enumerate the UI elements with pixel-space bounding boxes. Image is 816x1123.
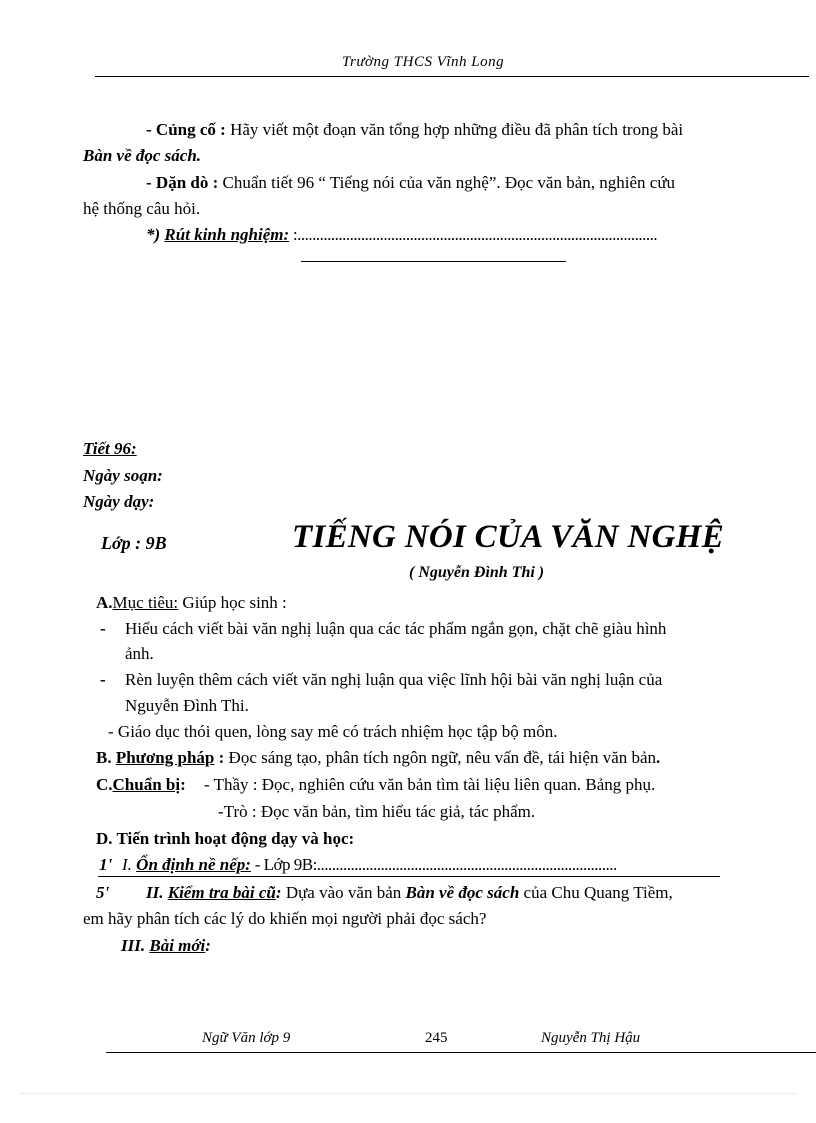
step-2-time: 5' <box>96 883 110 902</box>
section-d-heading: D. Tiến trình hoạt động dạy và học: <box>96 829 355 848</box>
dan-do-label: - Dặn dò : <box>146 173 219 192</box>
rut-kinh-nghiem <box>146 223 657 247</box>
footer-subject: Ngữ Văn lớp 9 <box>202 1030 291 1046</box>
section-b-heading: Phương pháp <box>115 748 215 767</box>
rkn-prefix: *) <box>146 225 165 244</box>
dan-do-line2: hệ thống câu hỏi. <box>83 199 201 218</box>
step-1-text: - Lớp 9B:................................................................................ <box>250 855 617 874</box>
step-1-num: I. <box>122 855 137 874</box>
cung-co-book: Bàn về đọc sách. <box>83 146 202 165</box>
ngay-day-label: Ngày dạy: <box>83 492 155 511</box>
lesson-title: TIẾNG NÓI CỦA VĂN NGHỆ <box>292 519 725 555</box>
header-rule <box>95 76 809 77</box>
dan-do-text1: Chuẩn tiết 96 “ Tiếng nói của văn nghệ”. Đọc văn bản, nghiên cứu <box>218 173 676 192</box>
bullet-1-marker: - <box>100 619 106 638</box>
footer-teacher: Nguyễn Thị Hậu <box>541 1030 641 1046</box>
step-3-heading: Bài mới <box>149 936 206 955</box>
section-c-student: -Trò : Đọc văn bản, tìm hiểu tác giả, tác phẩm. <box>218 802 536 821</box>
section-a-letter: A. <box>96 593 113 612</box>
header-school-name: Trường THCS Vĩnh Long <box>342 54 505 70</box>
step-2-book: Bàn về đọc sách <box>405 883 520 902</box>
step-2 <box>146 881 673 905</box>
step-2-text2: của Chu Quang Tiềm, <box>519 883 673 902</box>
section-divider <box>301 261 566 262</box>
footer-page-number: 245 <box>425 1030 448 1046</box>
section-c-title: Chuẩn bị <box>112 775 181 794</box>
step-1-heading: Ổn định nề nếp: <box>136 855 251 874</box>
section-b-colon: : <box>214 748 225 767</box>
step-2-heading: Kiểm tra bài cũ <box>167 883 276 902</box>
section-b-end: . <box>656 748 661 767</box>
section-b-letter: B. <box>96 748 116 767</box>
step-2-text1: Dựa vào văn bản <box>281 883 406 902</box>
dan-do-line1 <box>146 171 675 195</box>
step-3 <box>121 934 211 958</box>
rkn-label: Rút kinh nghiệm: <box>164 225 290 244</box>
step-2-line2: em hãy phân tích các lý do khiến mọi người phải đọc sách? <box>83 909 487 928</box>
step-3-num: III. <box>121 936 150 955</box>
lop-label: Lớp : 9B <box>101 533 167 553</box>
section-c-heading <box>96 773 186 797</box>
step-2-num: II. <box>146 883 168 902</box>
step-1-time: 1' <box>99 855 113 874</box>
section-c-teacher: - Thầy : Đọc, nghiên cứu văn bản tìm tài liệu liên quan. Bảng phụ. <box>204 775 656 794</box>
ngay-soan-label: Ngày soạn: <box>83 466 163 485</box>
bullet-2-line2: Nguyễn Đình Thi. <box>125 696 249 715</box>
section-b <box>96 746 660 770</box>
page-bottom-dotted-line <box>20 1093 796 1094</box>
section-a-extra: - Giáo dục thói quen, lòng say mê có trách nhiệm học tập bộ môn. <box>108 722 558 741</box>
section-a-intro: Giúp học sinh : <box>178 593 287 612</box>
section-b-text: Đọc sáng tạo, phân tích ngôn ngữ, nêu vấn đề, tái hiện văn bản <box>224 748 657 767</box>
cung-co-text1: Hãy viết một đoạn văn tổng hợp những điều đã phân tích trong bài <box>225 120 684 139</box>
section-c-letter: C. <box>96 775 113 794</box>
step-2-colon: : <box>275 883 282 902</box>
bullet-2-line1: Rèn luyện thêm cách viết văn nghị luận qua việc lĩnh hội bài văn nghị luận của <box>125 670 663 689</box>
bullet-1-line1: Hiểu cách viết bài văn nghị luận qua các tác phẩm ngắn gọn, chặt chẽ giàu hình <box>125 619 667 638</box>
footer-rule <box>106 1052 816 1053</box>
bullet-1-line2: ảnh. <box>125 644 154 663</box>
cung-co-line1 <box>146 118 683 142</box>
step-3-colon: : <box>205 936 211 955</box>
bullet-2-marker: - <box>100 670 106 689</box>
section-c-colon: : <box>180 775 186 794</box>
rkn-dots: :................................................................................................ <box>289 225 658 244</box>
step-1 <box>122 853 617 877</box>
section-a-title: Mục tiêu: <box>112 593 179 612</box>
step-1-underline <box>98 876 720 877</box>
tiet-label: Tiết 96: <box>83 439 137 458</box>
cung-co-label: - Củng cố : <box>146 120 226 139</box>
section-a-heading <box>96 591 287 615</box>
lesson-author: ( Nguyễn Đình Thi ) <box>409 564 545 581</box>
